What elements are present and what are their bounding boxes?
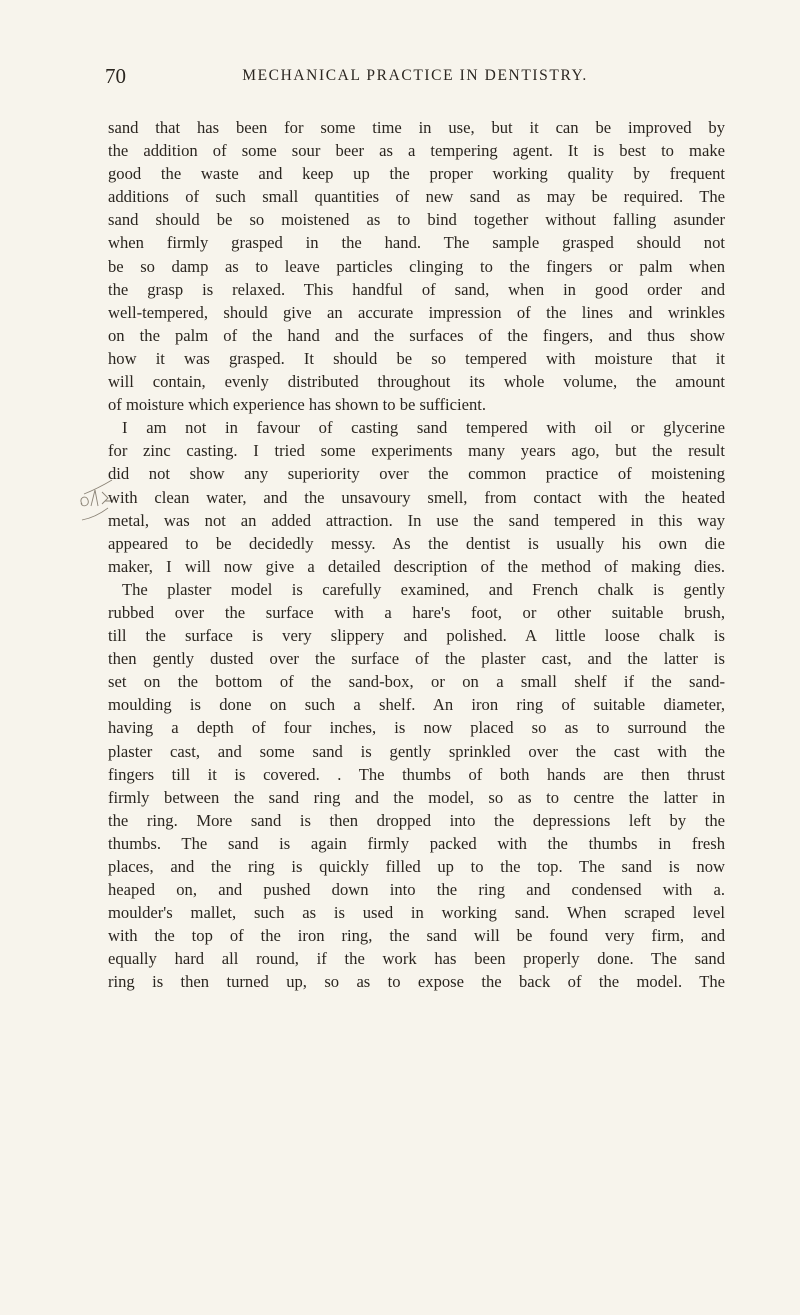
text-line: ring is then turned up, so as to expose the back of the model. The (108, 972, 725, 992)
text-line: the ring. More sand is then dropped into the depressions left by the (108, 810, 725, 830)
text-line: rubbed over the surface with a hare's foot, or other suitable brush, (108, 602, 725, 622)
page-header (105, 64, 725, 94)
text-line: I am not in favour of casting sand tempered with oil or glycerine (122, 418, 725, 438)
text-line: sand should be so moistened as to bind together without falling asunder (108, 210, 725, 230)
text-line: the addition of some sour beer as a tempering agent. It is best to make (108, 141, 725, 161)
text-line: appeared to be decidedly messy. As the dentist is usually his own die (108, 533, 725, 553)
text-line: moulding is done on such a shelf. An iron ring of suitable diameter, (108, 695, 725, 715)
text-line: The plaster model is carefully examined, and French chalk is gently (122, 579, 725, 599)
text-line: will contain, evenly distributed throughout its whole volume, the amount (108, 372, 725, 392)
text-line: thumbs. The sand is again firmly packed with the thumbs in fresh (108, 833, 725, 853)
text-line: heaped on, and pushed down into the ring and condensed with a. (108, 880, 725, 900)
text-line: on the palm of the hand and the surfaces of the fingers, and thus show (108, 325, 725, 345)
text-line: with clean water, and the unsavoury smell, from contact with the heated (108, 487, 725, 507)
text-line: the grasp is relaxed. This handful of sand, when in good order and (108, 279, 725, 299)
text-line: of moisture which experience has shown to be sufficient. (108, 395, 487, 415)
text-line: fingers till it is covered. . The thumbs of both hands are then thrust (108, 764, 725, 784)
text-line: having a depth of four inches, is now placed so as to surround the (108, 718, 725, 738)
text-line: good the waste and keep up the proper working quality by frequent (108, 164, 725, 184)
text-line: plaster cast, and some sand is gently sprinkled over the cast with the (108, 741, 725, 761)
body-text (108, 116, 725, 994)
text-line: did not show any superiority over the common practice of moistening (108, 464, 725, 484)
text-line: additions of such small quantities of new sand as may be required. The (108, 187, 725, 207)
text-line: till the surface is very slippery and polished. A little loose chalk is (108, 626, 725, 646)
running-title: MECHANICAL PRACTICE IN DENTISTRY. (242, 67, 588, 84)
text-line: for zinc casting. I tried some experiments many years ago, but the result (108, 441, 725, 461)
text-line: places, and the ring is quickly filled up to the top. The sand is now (108, 857, 725, 876)
text-line: then gently dusted over the surface of the plaster cast, and the latter is (108, 649, 725, 669)
text-line: when firmly grasped in the hand. The sample grasped should not (108, 233, 725, 253)
text-line: maker, I will now give a detailed description of the method of making dies. (108, 556, 725, 576)
text-line: firmly between the sand ring and the model, so as to centre the latter in (108, 787, 725, 807)
text-line: equally hard all round, if the work has been properly done. The sand (108, 949, 725, 969)
text-line: sand that has been for some time in use, but it can be improved by (108, 118, 725, 137)
text-line: be so damp as to leave particles clinging to the fingers or palm when (108, 256, 725, 276)
text-line: set on the bottom of the sand-box, or on a small shelf if the sand- (108, 672, 725, 692)
text-line: metal, was not an added attraction. In use the sand tempered in this way (108, 510, 725, 530)
page-number: 70 (105, 64, 126, 88)
text-line: how it was grasped. It should be so tempered with moisture that it (108, 348, 725, 368)
text-line: moulder's mallet, such as is used in working sand. When scraped level (108, 903, 725, 923)
text-line: with the top of the iron ring, the sand will be found very firm, and (108, 926, 725, 946)
text-line: well-tempered, should give an accurate impression of the lines and wrinkles (108, 302, 725, 322)
